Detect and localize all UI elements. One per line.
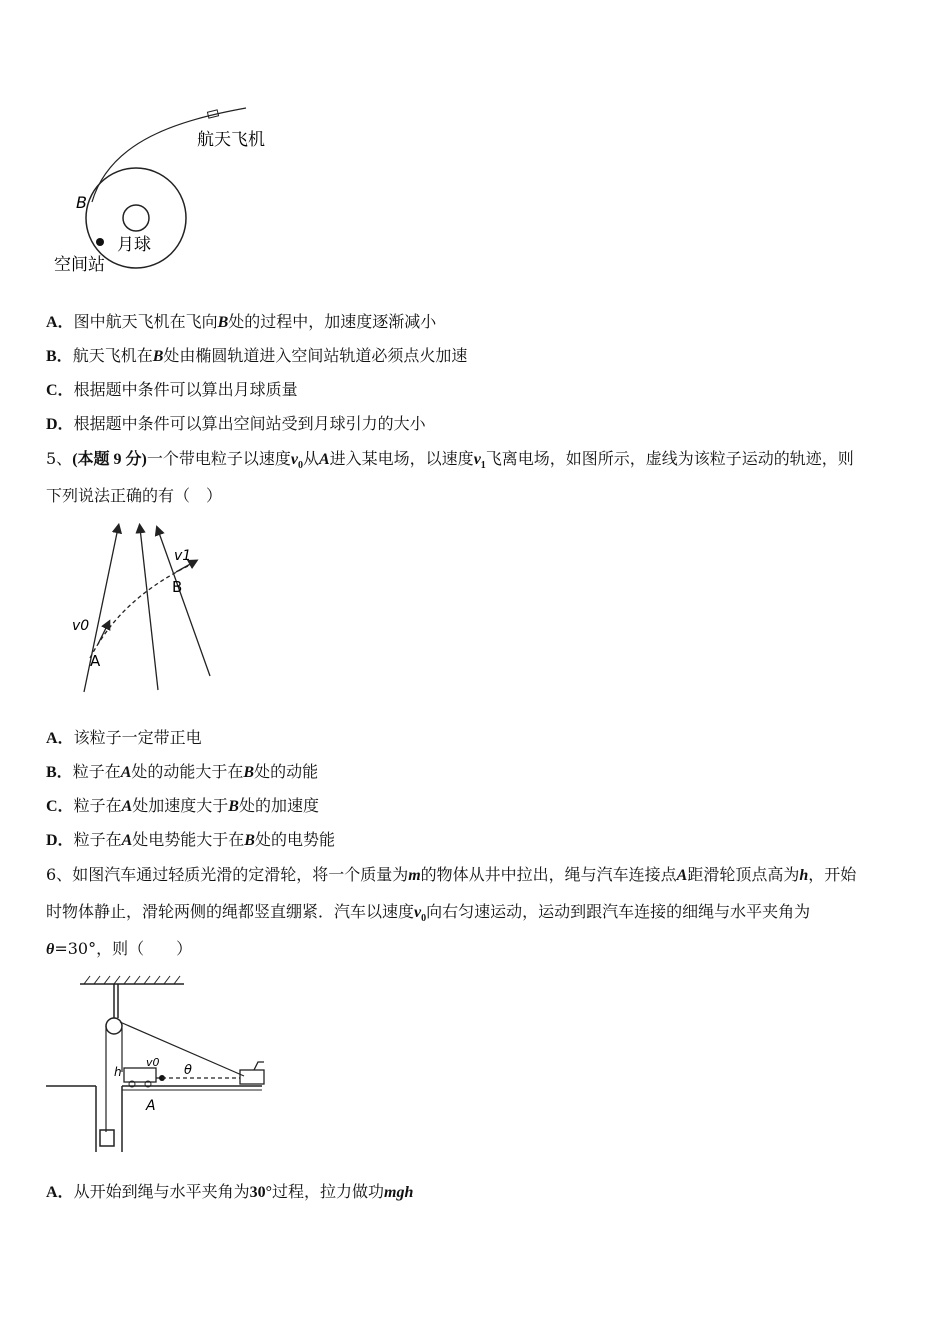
label-a: A <box>146 1098 156 1114</box>
label-a: A <box>90 652 101 670</box>
label-v0: v0 <box>72 618 90 634</box>
q5-stem-line2: 下列说法正确的有（ ） <box>46 486 223 505</box>
space-station-dot <box>96 238 104 246</box>
ceiling-hatch <box>84 976 180 984</box>
figure-pulley-well <box>44 972 268 1158</box>
car-final-front <box>254 1062 264 1070</box>
q6-stem-line2: 时物体静止，滑轮两侧的绳都竖直绷紧．汽车以速度$v_0$向右匀速运动，运动到跟汽车连接的细绳与水平夹角为 <box>46 902 811 925</box>
figure-field-lines <box>60 520 230 700</box>
q5-option-d: D．粒子在A处电势能大于在B处的电势能 <box>46 830 335 849</box>
car-final <box>240 1070 264 1084</box>
q5-stem-line1: 5、(本题 9 分)一个带电粒子以速度$v_0$从A进入某电场，以速度$v_1$飞离电场，如图所示，虚线为该粒子运动的轨迹，则 <box>46 449 854 472</box>
moon-circle <box>123 205 149 231</box>
label-b: B <box>76 193 87 212</box>
label-v1: v1 <box>174 548 192 564</box>
label-moon: 月球 <box>117 235 151 255</box>
label-station: 空间站 <box>54 255 105 275</box>
spaceship-trajectory <box>92 108 246 202</box>
figure-moon-orbit <box>40 100 300 280</box>
weight-block <box>100 1130 114 1146</box>
q4-option-b: B．航天飞机在B处由椭圆轨道进入空间站轨道必须点火加速 <box>46 346 468 365</box>
q4-option-c: C．根据题中条件可以算出月球质量 <box>46 380 298 399</box>
car-initial <box>124 1068 156 1082</box>
q5-option-c: C．粒子在A处加速度大于B处的加速度 <box>46 796 319 815</box>
q6-option-a: A．从开始到绳与水平夹角为30°过程，拉力做功mgh <box>46 1182 414 1201</box>
pulley-wheel <box>106 1018 122 1034</box>
velocity-v0-arrow <box>98 624 108 644</box>
label-v0: v0 <box>146 1056 160 1069</box>
label-h: h <box>114 1065 122 1079</box>
q6-stem-line1: 6、如图汽车通过轻质光滑的定滑轮，将一个质量为m的物体从井中拉出，绳与汽车连接点A距滑轮顶点高为h，开始 <box>46 865 857 884</box>
q5-option-a: A．该粒子一定带正电 <box>46 728 202 747</box>
q6-stem-line3: θ=30°，则（ ） <box>46 939 193 958</box>
q5-option-b: B．粒子在A处的动能大于在B处的动能 <box>46 762 319 781</box>
q4-option-d: D．根据题中条件可以算出空间站受到月球引力的大小 <box>46 414 426 433</box>
label-b: B <box>172 578 183 596</box>
q4-option-a: A．图中航天飞机在飞向B处的过程中，加速度逐渐减小 <box>46 312 437 331</box>
label-spaceship: 航天飞机 <box>197 130 265 150</box>
field-line-2 <box>140 528 158 690</box>
label-theta: θ <box>184 1063 192 1078</box>
